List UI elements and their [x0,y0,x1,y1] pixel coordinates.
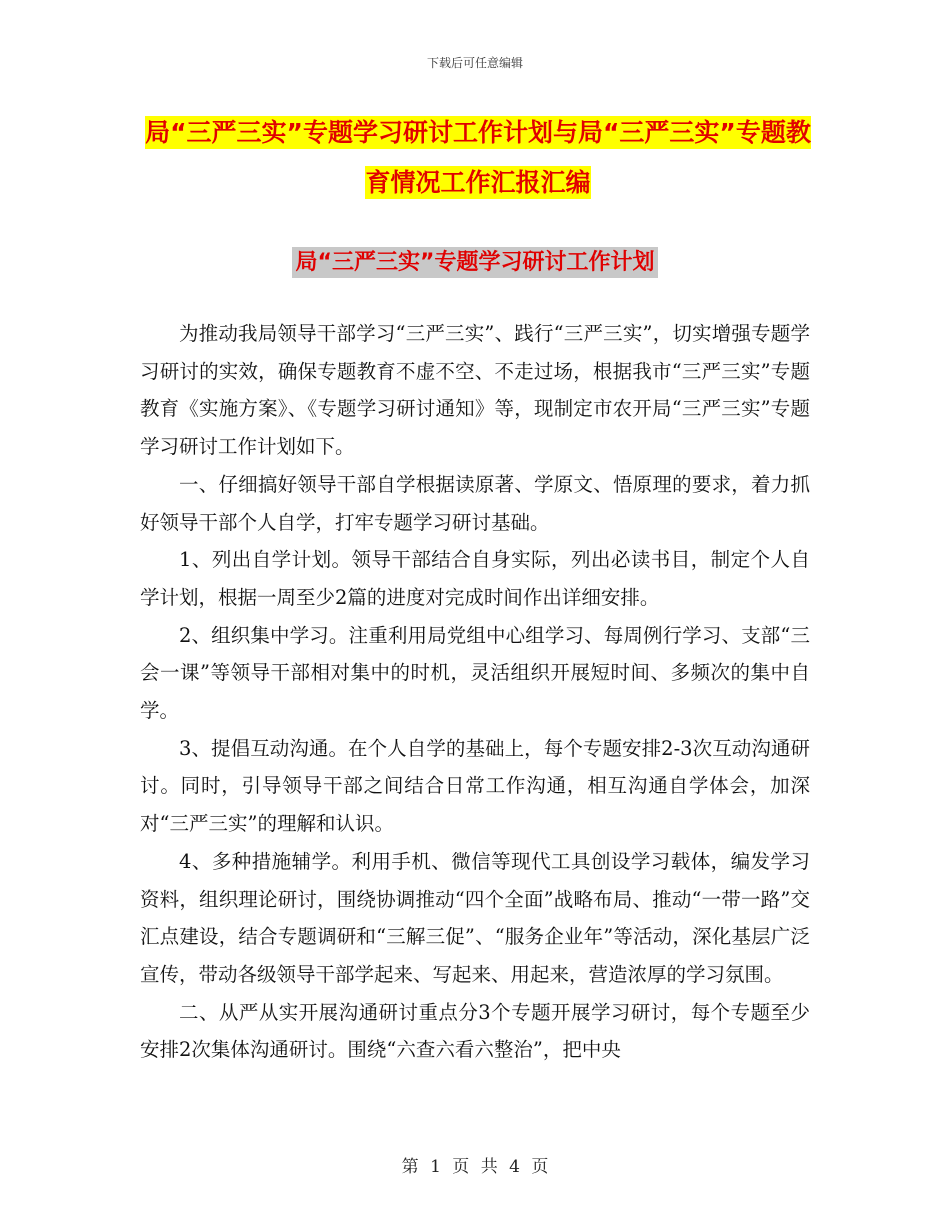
document-title [140,108,816,208]
paragraph: 为推动我局领导干部学习“三严三实”、践行“三严三实”，切实增强专题学习研讨的实效，确保专题教育不虚不空、不走过场，根据我市“三严三实”专题教育《实施方案》、《专题学习研讨通知》等，现制定市农开局“三严三实”专题学习研讨工作计划如下。 [140,322,810,459]
paragraph: 4、多种措施辅学。利用手机、微信等现代工具创设学习载体，编发学习资料，组织理论研讨，围绕协调推动“四个全面”战略布局、推动“一带一路”交汇点建设，结合专题调研和“三解三促”、“服务企业年”等活动，深化基层广泛宣传，带动各级领导干部学起来、写起来、用起来，营造浓厚的学习氛围。 [140,849,810,986]
paragraph: 二、从严从实开展沟通研讨重点分3个专题开展学习研讨，每个专题至少安排2次集体沟通研讨。围绕“六查六看六整治”，把中央 [140,1000,810,1062]
body-text [140,315,810,1069]
paragraph: 一、仔细搞好领导干部自学根据读原著、学原文、悟原理的要求，着力抓好领导干部个人自学，打牢专题学习研讨基础。 [140,472,810,534]
section-title-text: 局“三严三实”专题学习研讨工作计划 [292,247,659,278]
section-title [0,243,950,283]
page-footer: 第 1 页 共 4 页 [401,1157,549,1177]
paragraph: 3、提倡互动沟通。在个人自学的基础上，每个专题安排2-3次互动沟通研讨。同时，引导领导干部之间结合日常工作沟通，相互沟通自学体会，加深对“三严三实”的理解和认识。 [140,736,810,836]
page-header-note: 下载后可任意编辑 [426,56,523,70]
paragraph: 2、组织集中学习。注重利用局党组中心组学习、每周例行学习、支部“三会一课”等领导干部相对集中的时机，灵活组织开展短时间、多频次的集中自学。 [140,623,810,723]
paragraph: 1、列出自学计划。领导干部结合自身实际，列出必读书目，制定个人自学计划，根据一周至少2篇的进度对完成时间作出详细安排。 [140,548,810,609]
document-title-text: 局“三严三实”专题学习研讨工作计划与局“三严三实”专题教育情况工作汇报汇编 [145,118,811,197]
